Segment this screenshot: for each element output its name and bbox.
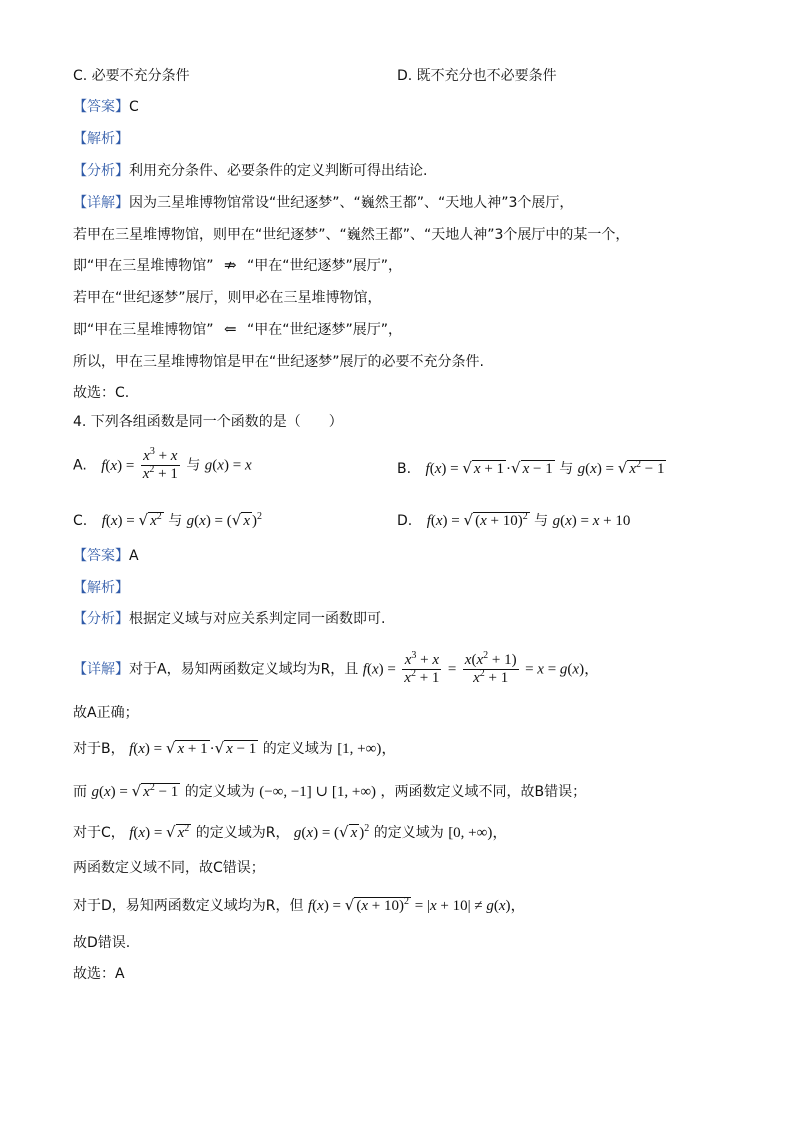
q4-option-d — [397, 510, 630, 531]
q3-final: 故选：C. — [73, 385, 130, 401]
formula: f(x) = √ x + 1 ·√ x − 1 — [129, 739, 257, 757]
q4-detail-b2 — [73, 781, 586, 802]
answer-value: C — [129, 99, 139, 115]
formula: g(x) = √ $x^2 - 1$ — [577, 459, 665, 477]
fraction: $\frac{x^3 + x}{x^2 + 1}$ — [404, 650, 440, 686]
yu-text: 与 — [186, 457, 201, 474]
detail-text: 的定义域为 — [184, 784, 255, 800]
detail-tag: 【详解】 — [73, 195, 129, 211]
q3-detail-line-6: 所以，甲在三星堆博物馆是甲在“世纪逐梦”展厅的必要不充分条件. — [73, 354, 484, 370]
q3-detail-line-3 — [73, 256, 402, 276]
q3-analysis-tag — [73, 129, 129, 149]
q4-detail-a — [73, 652, 599, 687]
formula: g(x) = (√ x )$^2$ — [186, 511, 262, 529]
q3-fenxi — [73, 161, 427, 181]
fenxi-tag: 【分析】 — [73, 611, 129, 627]
q4-option-c — [73, 510, 262, 531]
detail-text: 因为三星堆博物馆常设“世纪逐梦”、“巍然王都”、“天地人神”3个展厅， — [129, 195, 574, 211]
q4-detail-b — [73, 738, 396, 759]
answer-value: A — [129, 548, 139, 564]
detail-text: 对于B， — [73, 741, 125, 757]
interval: [0, +∞)， — [448, 825, 508, 841]
answer-tag: 【答案】 — [73, 548, 129, 564]
q4-detail-d — [73, 895, 526, 916]
yu-text: 与 — [559, 461, 574, 477]
implied-by-symbol: ⇐ — [223, 322, 237, 338]
interval: [1, +∞)， — [337, 741, 397, 757]
q4-option-b — [397, 458, 666, 479]
detail-text: “甲在“世纪逐梦”展厅”， — [247, 258, 403, 274]
detail-text: 对于A，易知两函数定义域均为R，且 — [129, 661, 359, 678]
formula: f(x) = — [362, 661, 396, 678]
formula: = — [447, 661, 457, 678]
detail-text: 的定义域为 — [262, 741, 333, 757]
q4-conclude-a: 故A正确； — [73, 705, 139, 721]
option-d: D. 既不充分也不必要条件 — [397, 68, 557, 84]
q3-answer — [73, 97, 139, 117]
formula: g(x) = √ $x^2 - 1$ — [91, 782, 179, 800]
option-label: A. — [73, 457, 87, 474]
q4-answer — [73, 546, 139, 566]
detail-text: 即“甲在三星堆博物馆” — [73, 322, 214, 338]
q3-detail-line-5 — [73, 320, 402, 340]
formula: g(x) = (√ x )$^2$ — [293, 823, 370, 841]
option-c: C. 必要不充分条件 — [73, 68, 190, 84]
not-implies-symbol: ⇏ — [223, 258, 237, 274]
detail-text: 对于C， — [73, 825, 125, 841]
fenxi-text: 利用充分条件、必要条件的定义判断可得出结论. — [129, 163, 428, 179]
formula: = x = g(x)， — [525, 661, 600, 678]
formula: f(x) = √ $(x + 10)^2 = |x + 10| \ne g(x)$， — [307, 896, 526, 914]
formula: f(x) = √ $x^2$ — [101, 511, 162, 529]
q4-fenxi — [73, 609, 385, 629]
detail-text: 即“甲在三星堆博物馆” — [73, 258, 214, 274]
q3-detail-line-1 — [73, 193, 573, 213]
q3-detail-line-2: 若甲在三星堆博物馆，则甲在“世纪逐梦”、“巍然王都”、“天地人神”3个展厅中的某一个， — [73, 227, 630, 243]
option-label: D. — [397, 513, 413, 529]
detail-text: 的定义域为 — [373, 825, 444, 841]
yu-text: 与 — [168, 513, 183, 529]
q4-detail-c — [73, 822, 507, 843]
q4-conclude-d: 故D错误. — [73, 935, 131, 951]
q4-conclude-c: 两函数定义域不同，故C错误； — [73, 860, 265, 876]
q3-detail-line-4: 若甲在“世纪逐梦”展厅，则甲必在三星堆博物馆， — [73, 290, 382, 306]
option-label: C. — [73, 513, 88, 529]
interval: (−∞, −1] ∪ [1, +∞) — [259, 784, 377, 800]
detail-text: 的定义域为R， — [195, 825, 290, 841]
fenxi-text: 根据定义域与对应关系判定同一函数即可. — [129, 611, 386, 627]
detail-text: “甲在“世纪逐梦”展厅”， — [247, 322, 403, 338]
formula: f(x) = √ $x^2$ — [129, 823, 190, 841]
answer-tag: 【答案】 — [73, 99, 129, 115]
yu-text: 与 — [534, 513, 549, 529]
q4-final: 故选：A — [73, 966, 125, 982]
q4-analysis-tag — [73, 578, 129, 598]
option-label: B. — [397, 461, 412, 477]
formula: g(x) = x + 10 — [552, 513, 631, 529]
formula: f(x) = √ $(x + 10)^2$ — [426, 511, 528, 529]
analysis-tag: 【解析】 — [73, 580, 129, 596]
fenxi-tag: 【分析】 — [73, 163, 129, 179]
detail-text: 对于D，易知两函数定义域均为R，但 — [73, 898, 304, 914]
fraction: $\frac{x(x^2 + 1)}{x^2 + 1}$ — [464, 650, 517, 686]
analysis-tag: 【解析】 — [73, 131, 129, 147]
detail-tag: 【详解】 — [73, 661, 129, 678]
fraction: $\frac{x^3 + x}{x^2 + 1}$ — [142, 446, 178, 482]
detail-text: 而 — [73, 784, 87, 800]
q4-option-a — [73, 448, 252, 483]
q4-stem: 4. 下列各组函数是同一个函数的是（ ） — [73, 414, 343, 430]
formula: g(x) = x — [204, 457, 252, 474]
formula: f(x) = — [101, 457, 135, 474]
detail-text: ，两函数定义域不同，故B错误； — [380, 784, 587, 800]
formula: f(x) = √ x + 1 ·√ x − 1 — [425, 459, 553, 477]
